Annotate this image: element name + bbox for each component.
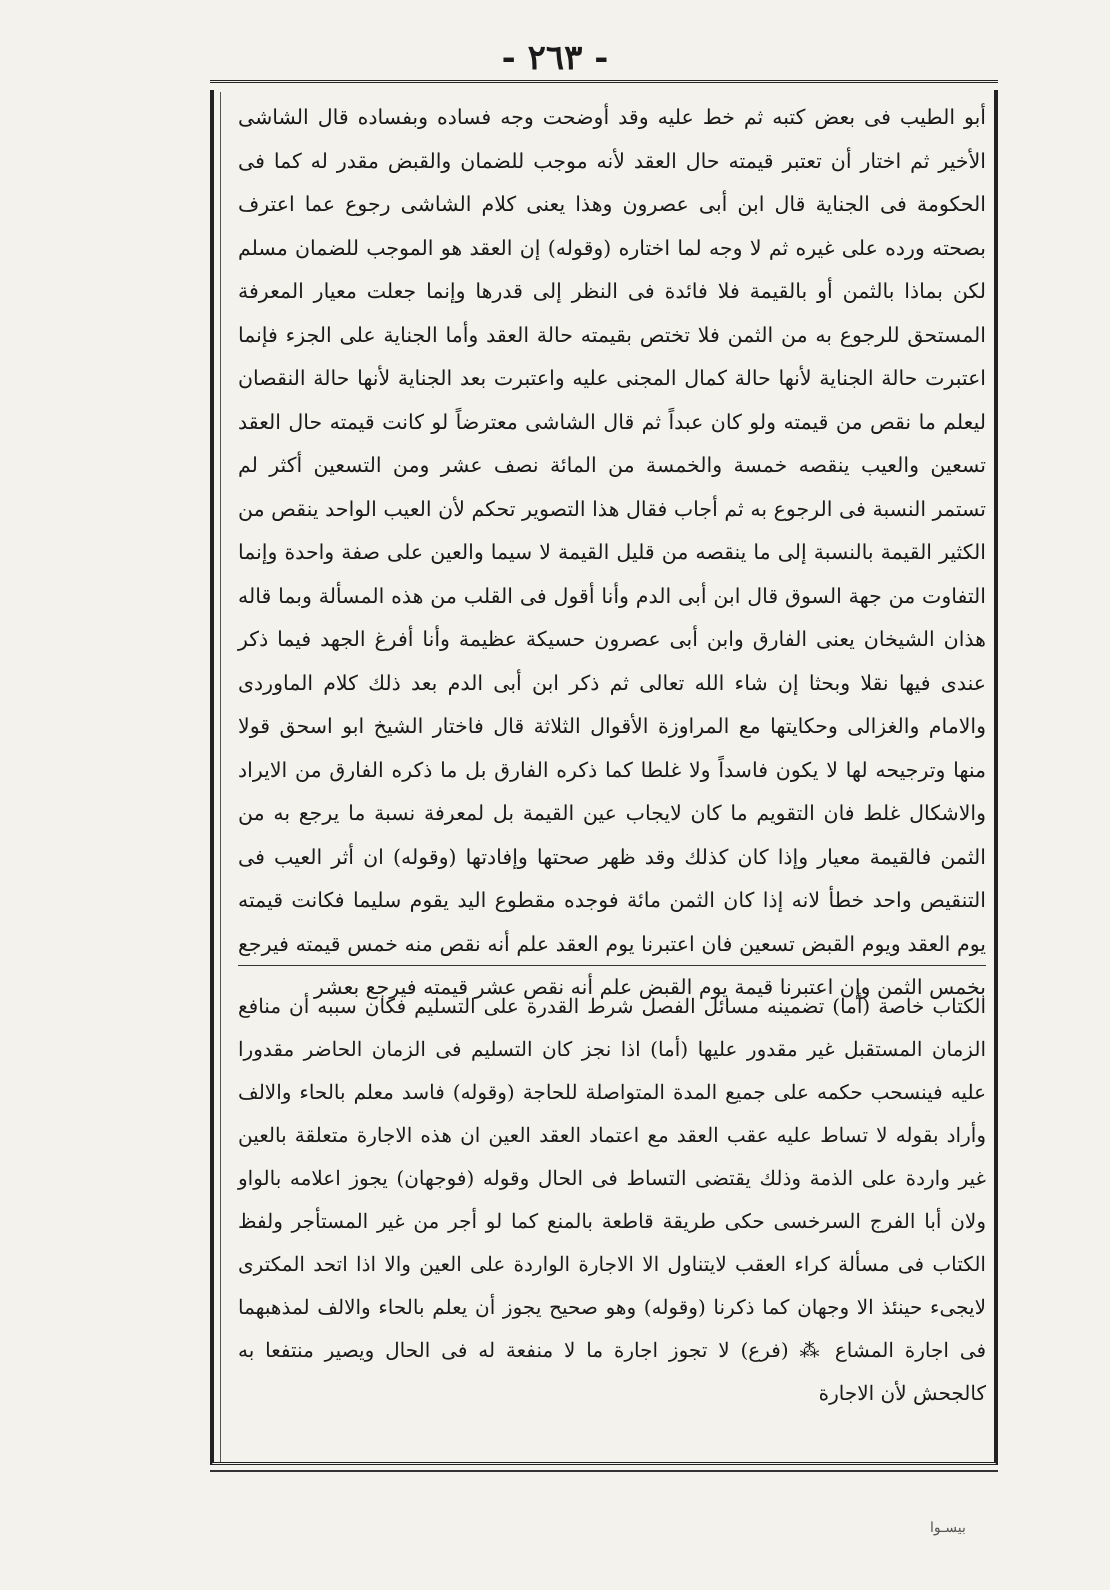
section-separator xyxy=(238,965,986,966)
page-number: - ٢٦٣ - xyxy=(501,38,609,78)
main-text: أبو الطيب فى بعض كتبه ثم خط عليه وقد أوضحت وجه فساده وبفساده قال الشاشى الأخير ثم اختار أن تعتبر قيمته حال العقد لأنه موجب للضمان والقبض مقدر له كما فى الحكومة فى الجناية قال ابن أبى عصرون وهذا يعنى كلام الشاشى رجوع عما اعترف بصحته ورده على غيره ثم لا وجه لما اختاره (وقوله) إن العقد هو الموجب للضمان مسلم لكن بماذا بالثمن أو بالقيمة فلا فائدة فى النظر إلى قدرها وإنما جعلت معيار المعرفة المستحق للرجوع به من الثمن فلا تختص بقيمته حالة العقد وأما الجناية على الجزء فإنما اعتبرت حالة الجناية لأنها حالة كمال المجنى عليه واعتبرت بعد الجناية لأنها حالة النقصان ليعلم ما نقص من قيمته ولو كان عبداً ثم قال الشاشى معترضاً لو كانت قيمته حال العقد تسعين والعيب ينقصه خمسة والخمسة من المائة نصف عشر ومن التسعين أكثر لم تستمر النسبة فى الرجوع به ثم أجاب فقال هذا التصوير تحكم لأن العيب الواحد ينقص من الكثير القيمة بالنسبة إلى ما ينقصه من قليل القيمة لا سيما والعين على صفة واحدة وإنما التفاوت من جهة السوق قال ابن أبى الدم وأنا أقول فى القلب من هذه المسألة وبما قاله هذان الشيخان يعنى الفارق وابن أبى عصرون حسيكة عظيمة وأنا أفرغ الجهد فيما ذكر عندى فيها نقلا وبحثا إن شاء الله تعالى ثم ذكر ابن أبى الدم بعد ذلك كلام الماوردى والامام والغزالى وحكايتها مع المراوزة الأقوال الثلاثة قال فاختار الشيخ ابو اسحق قولا منها وترجيحه لها لا يكون فاسداً ولا غلطا كما ذكره الفارق بل ما ذكره الفارق من الايراد والاشكال غلط فان التقويم ما كان لايجاب عين القيمة بل لمعرفة نسبة ما يرجع به من الثمن فالقيمة معيار وإذا كان كذلك وقد ظهر صحتها وإفادتها (وقوله) ان أثر العيب فى التنقيص واحد خطأ لانه إذا كان الثمن مائة فوجده مقطوع اليد يقوم سليما فكانت قيمته يوم العقد ويوم القبض تسعين فان اعتبرنا يوم العقد علم أنه نقص منه خمس قيمته فيرجع بخمس الثمن وإن اعتبرنا قيمة يوم القبض علم أنه نقص عشر قيمته فيرجع بعشر xyxy=(238,105,986,999)
commentary-text: الكتاب خاصة (أما) تضمينه مسائل الفصل شرط القدرة على التسليم فكان سببه أن منافع الزمان المستقبل غير مقدور عليها (أما) اذا نجز كان التسليم فى الزمان الحاضر مقدورا عليه فينسحب حكمه على جميع المدة المتواصلة للحاجة (وقوله) فاسد معلم بالحاء والالف وأراد بقوله لا تساط عليه عقب العقد مع اعتماد العقد العين ان هذه الاجارة متعلقة بالعين غير واردة على الذمة وذلك يقتضى التساط فى الحال وقوله (فوجهان) يجوز اعلامه بالواو ولان أبا الفرج السرخسى حكى طريقة قاطعة بالمنع كما لو أجر من غير المستأجر ولفظ الكتاب فى مسألة كراء العقب لايتناول الا الاجارة الواردة على العين والا اذا اتحد المكترى لايجىء حينئذ الا وجهان كما ذكرنا (وقوله) وهو صحيح يجوز أن يعلم بالحاء والالف لمذهبهما فى اجارة المشاع ⁂ (فرع) لا تجوز اجارة ما لا منفعة له فى الحال ويصير منتفعا به كالجحش لأن الاجارة xyxy=(238,994,987,1405)
inner-margin-rule xyxy=(220,92,221,1462)
top-rule xyxy=(210,80,998,83)
bottom-rule xyxy=(210,1470,998,1472)
footer-mark: بيسـوا xyxy=(930,1520,966,1536)
